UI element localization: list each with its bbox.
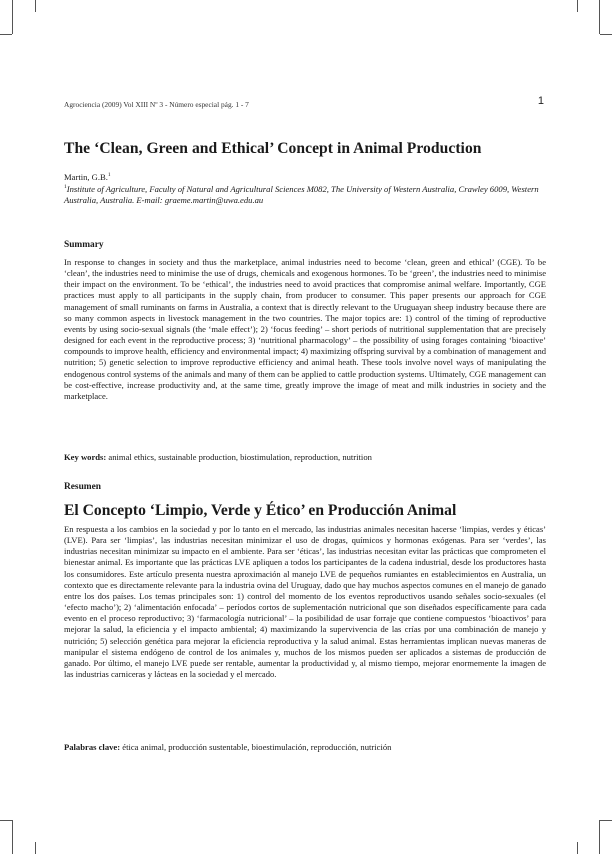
author-affiliation: [64, 182, 546, 207]
resumen-text: En respuesta a los cambios en la sociedad y por lo tanto en el mercado, las industrias animales necesitan hacerse ‘limpias, verdes y éticas’ (LVE). Para ser ‘limpias’, las industrias necesitan minimizar el uso de drogas, químicos y hormonas exógenas. Para ser ‘verdes’, las industrias necesitan minimizar su impacto en el ambiente. Para ser ‘éticas’, las industrias necesitan evitar las prácticas que comprometen el bienestar animal. Es importante que las prácticas LVE apliquen a todos los participantes de la cadena industrial, desde los productores hasta los consumidores. Este artículo presenta nuestra aproximación al manejo LVE de pequeños rumiantes en establecimientos en Australia, un contexto que es directamente relevante para la industria ovina del Uruguay, dado que hay muchos aspectos comunes en el manejo de ganado entre los dos países. Los temas principales son: 1) control del momento de los eventos reproductivos usando señales socio-sexuales (el ‘efecto macho’); 2) ‘alimentación enfocada’ – períodos cortos de suplementación nutricional que son diseñados específicamente para cada evento en el proceso reproductivo; 3) ‘farmacología nutricional’ – la posibilidad de usar forraje que contiene compuestos ‘bioactivos’ para mejorar la salud, la eficiencia y el impacto ambiental; 4) maximizando la supervivencia de las crías por una combinación de manejo y nutrición; 5) selección genética para mejorar la eficiencia reproductiva y la salud animal. Estas herramientas implican nuevas maneras de manipular el sistema endógeno de control de los animales y, muchos de los mismos pueden ser aplicados a sistemas de producción de ganado. Por último, el manejo LVE puede ser rentable, aumentar la productividad y, al mismo tiempo, mejorar enormemente la imagen de las industrias carniceras y lácteas en la sociedad y el mercado.: [64, 524, 546, 680]
affiliation-text: Institute of Agriculture, Faculty of Natural and Agricultural Sciences M082, The University of Western Australia, Crawley 6009, Western Australia, Australia. E-mail: graeme.martin@uwa.edu.au: [64, 183, 539, 206]
crop-mark-top-right-v2: [577, 0, 578, 12]
crop-mark-top-right-v: [599, 0, 600, 34]
running-head: Agrociencia (2009) Vol XIII Nº 3 - Número especial pág. 1 - 7: [64, 100, 249, 109]
page-number: 1: [537, 95, 544, 107]
crop-mark-bottom-right-v2: [577, 842, 578, 854]
author-superscript: 1: [107, 172, 111, 179]
crop-mark-bottom-left-v2: [35, 842, 36, 854]
crop-mark-top-left-v2: [35, 0, 36, 12]
palabras-clave-list: ética animal, producción sustentable, bioestimulación, reproducción, nutrición: [122, 742, 392, 752]
summary-text: In response to changes in society and thus the marketplace, animal industries need to become ‘clean, green and ethical’ (CGE). To be ‘clean’, the industries need to minimise the use of drugs, chemicals and exogenous hormones. To be ‘green’, the industries need to minimise their impact on the environment. To be ‘ethical’, the industries need to avoid practices that compromise animal welfare. Importantly, CGE practices must apply to all participants in the supply chain, from producer to consumer. This paper presents our approach for CGE management of small ruminants on farms in Australia, a context that is directly relevant to the Uruguayan sheep industry because there are so many common aspects in livestock management in the two countries. The major topics are: 1) control of the timing of reproductive events by using socio-sexual signals (the ‘male effect’); 2) ‘focus feeding’ – short periods of nutritional supplementation that are precisely designed for each event in the reproductive process; 3) ‘nutritional pharmacology’ – the possibility of using forages containing ‘bioactive’ compounds to improve health, efficiency and environmental impact; 4) maximizing offspring survival by a combination of management and nutrition; 5) genetic selection to improve reproductive efficiency and animal heath. These tools involve novel ways of manipulating the endogenous control systems of the animals and many of them can be applied to cattle production systems. Ultimately, CGE management can be cost-effective, increase productivity and, at the same time, greatly improve the image of meat and milk industries in society and the marketplace.: [64, 257, 546, 401]
crop-mark-bottom-right-h: [600, 820, 612, 821]
keywords-label: Key words: [64, 452, 104, 462]
article-title: The ‘Clean, Green and Ethical’ Concept in Animal Production: [64, 140, 482, 157]
author-line: [64, 172, 111, 182]
resumen-heading: Resumen: [64, 482, 101, 492]
spanish-title: El Concepto ‘Limpio, Verde y Ético’ en Producción Animal: [64, 502, 457, 519]
author-name: Martin, G.B.: [64, 172, 108, 182]
crop-mark-top-right-h: [600, 34, 612, 35]
keywords-list: animal ethics, sustainable production, biostimulation, reproduction, nutrition: [108, 452, 372, 462]
affiliation-superscript: 1: [64, 184, 67, 190]
crop-mark-top-left-v: [12, 0, 13, 34]
crop-mark-bottom-right-v: [599, 820, 600, 854]
keywords-english: Key words: animal ethics, sustainable production, biostimulation, reproduction, nutrition: [64, 452, 372, 462]
crop-mark-bottom-left-h: [0, 820, 12, 821]
summary-heading: Summary: [64, 240, 104, 250]
palabras-clave-label: Palabras clave:: [64, 742, 121, 752]
crop-mark-top-left-h: [0, 34, 12, 35]
keywords-spanish: [64, 742, 546, 752]
crop-mark-bottom-left-v: [12, 820, 13, 854]
